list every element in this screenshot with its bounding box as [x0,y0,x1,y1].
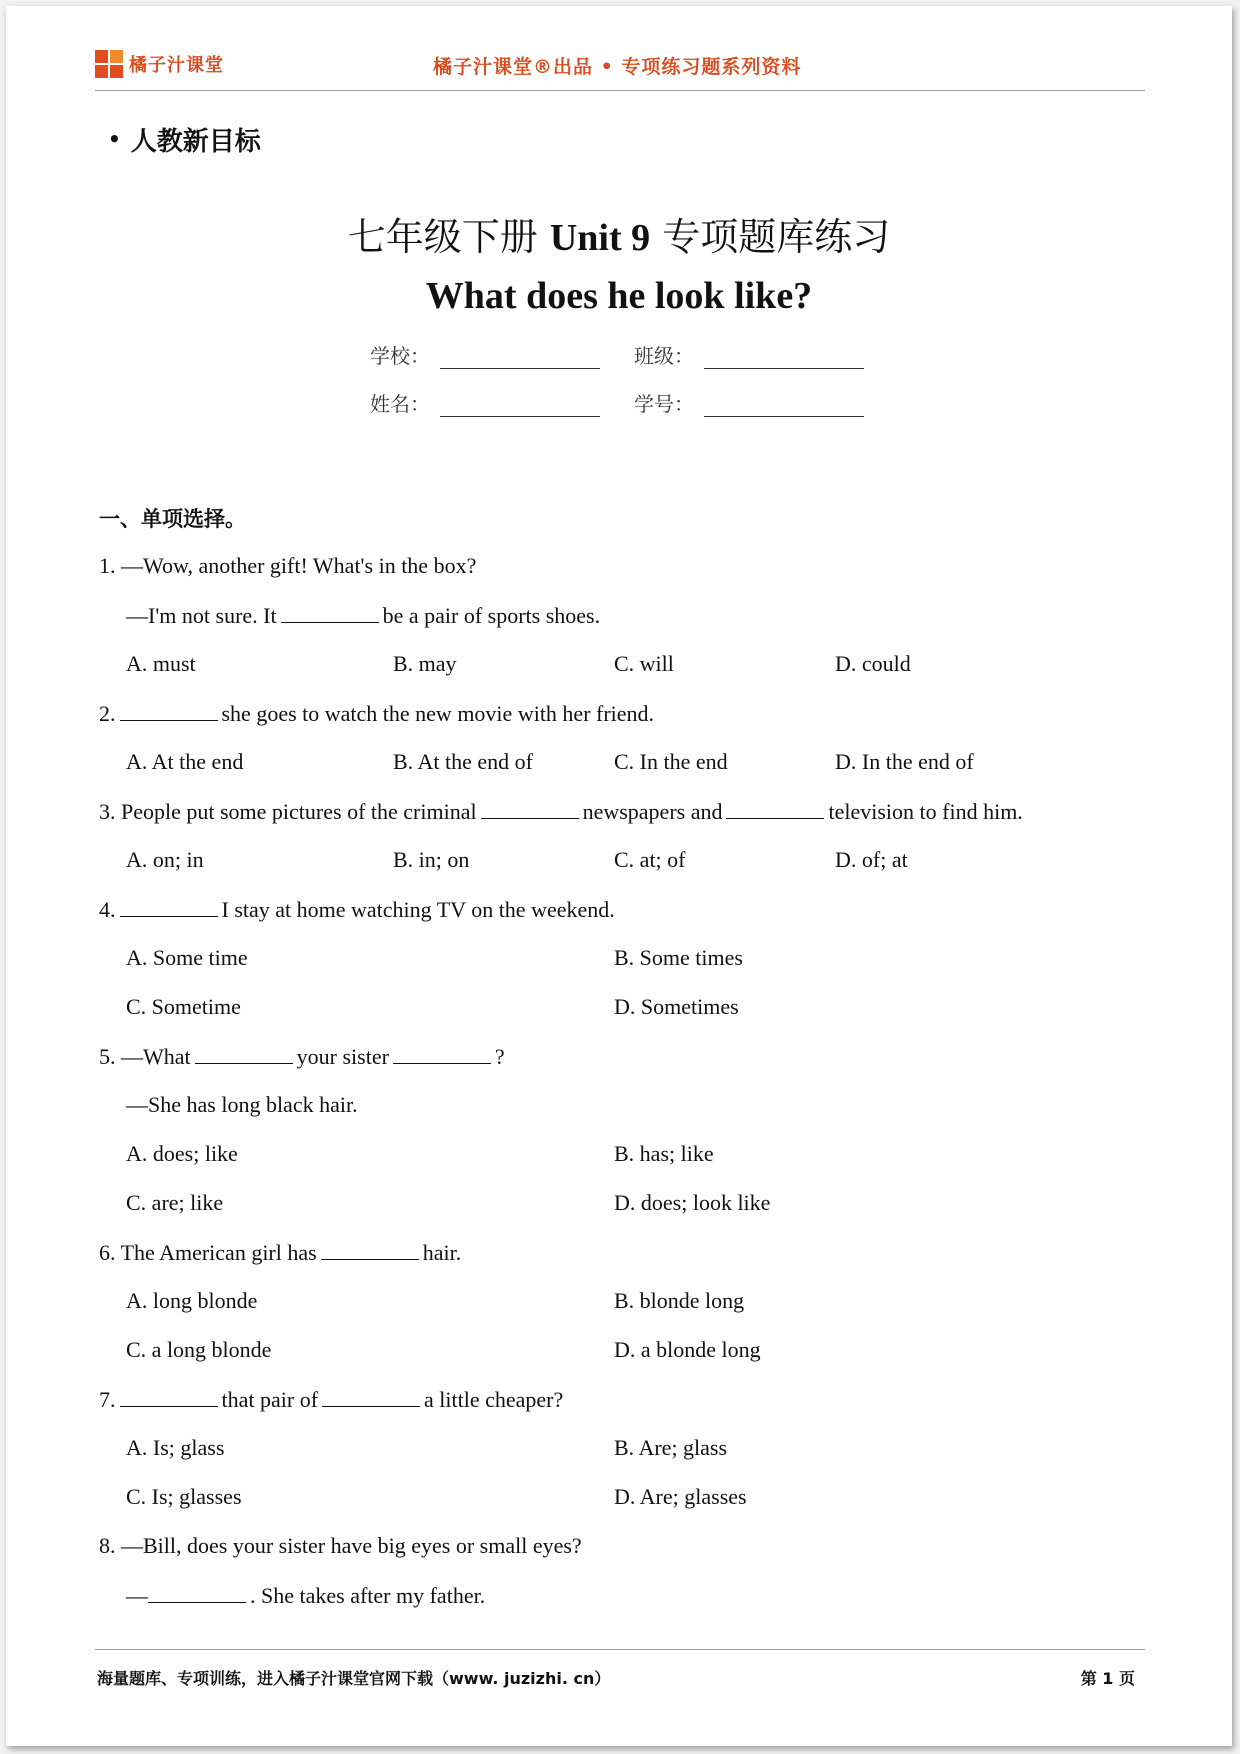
option[interactable]: A. must [126,651,196,676]
option[interactable]: D. does; look like [614,1190,771,1215]
page-footer [95,1649,1145,1688]
option[interactable]: D. a blonde long [614,1337,761,1362]
option[interactable]: D. Are; glasses [614,1484,747,1509]
answer-blank[interactable] [393,1043,491,1064]
number-field [634,388,864,417]
question-1-line-2: —I'm not sure. It be a pair of sports shoes. [126,603,601,628]
answer-blank[interactable] [120,1386,218,1407]
option[interactable]: D. of; at [835,847,908,872]
option[interactable]: B. At the end of [393,749,533,774]
textbook-name: 人教新目标 [130,127,261,157]
answer-blank[interactable] [322,1386,420,1407]
title-suffix: 专项题库练习 [650,215,891,259]
question-7: 7. that pair of a little cheaper? [99,1387,564,1412]
question-8: 8. —Bill, does your sister have big eyes or small eyes? [99,1533,582,1558]
option[interactable]: A. Some time [126,945,248,970]
option[interactable]: C. Sometime [126,994,241,1019]
class-blank[interactable] [704,344,864,369]
option[interactable]: D. could [835,651,911,676]
option[interactable]: C. In the end [614,749,728,774]
answer-blank[interactable] [120,896,218,917]
footer-text: 海量题库、专项训练，进入橘子汁课堂官网下载（www. juzizhi. cn） [97,1669,611,1688]
answer-blank[interactable] [148,1582,246,1603]
option[interactable]: D. Sometimes [614,994,739,1019]
option[interactable]: C. are; like [126,1190,224,1215]
option[interactable]: A. does; like [126,1141,238,1166]
option[interactable]: C. Is; glasses [126,1484,242,1509]
option[interactable]: B. may [393,651,457,676]
logo-icon [95,50,123,78]
option[interactable]: B. blonde long [614,1288,745,1313]
option[interactable]: A. long blonde [126,1288,258,1313]
school-blank[interactable] [440,344,600,369]
option[interactable]: C. a long blonde [126,1337,272,1362]
class-label: 班级： [634,344,694,368]
question-6: 6. The American girl has hair. [99,1240,462,1265]
logo [95,50,224,78]
answer-blank[interactable] [281,602,379,623]
title-unit: Unit 9 [549,217,651,259]
answer-blank[interactable] [120,700,218,721]
option[interactable]: C. at; of [614,847,686,872]
question-4: 4. I stay at home watching TV on the weekend. [99,897,615,922]
answer-blank[interactable] [726,798,824,819]
question-5: 5. —What your sister ? [99,1044,505,1069]
option[interactable]: B. Are; glass [614,1435,728,1460]
logo-text: 橘子汁课堂 [129,55,224,76]
answer-blank[interactable] [321,1239,419,1260]
option[interactable]: B. Some times [614,945,743,970]
page-subtitle: What does he look like? [425,275,813,317]
school-field [370,340,600,369]
name-label: 姓名： [370,392,430,416]
page-header [95,46,1145,91]
option[interactable]: A. At the end [126,749,244,774]
title-prefix: 七年级下册 [347,215,550,259]
option[interactable]: B. has; like [614,1141,714,1166]
class-field [634,340,864,369]
option[interactable]: B. in; on [393,847,470,872]
option[interactable]: C. will [614,651,674,676]
answer-blank[interactable] [481,798,579,819]
question-5-line-2: —She has long black hair. [126,1092,358,1117]
number-blank[interactable] [704,392,864,417]
answer-blank[interactable] [195,1043,293,1064]
question-8-line-2: — . She takes after my father. [126,1583,486,1608]
section-title: 一、单项选择。 [99,507,246,531]
question-1: 1. —Wow, another gift! What's in the box? [99,553,477,578]
school-label: 学校： [370,344,430,368]
name-field [370,388,600,417]
question-3: 3. People put some pictures of the criminal newspapers and television to find him. [99,799,1023,824]
option[interactable]: A. Is; glass [126,1435,225,1460]
number-label: 学号： [634,392,694,416]
document-page [6,6,1232,1746]
question-2: 2. she goes to watch the new movie with her friend. [99,701,655,726]
option[interactable]: A. on; in [126,847,204,872]
header-title: 橘子汁课堂®出品 • 专项练习题系列资料 [433,56,802,78]
page-title [6,206,1232,261]
option[interactable]: D. In the end of [835,749,974,774]
name-blank[interactable] [440,392,600,417]
page-number: 第 1 页 [1080,1669,1135,1688]
textbook-label: • 人教新目标 [108,127,261,157]
